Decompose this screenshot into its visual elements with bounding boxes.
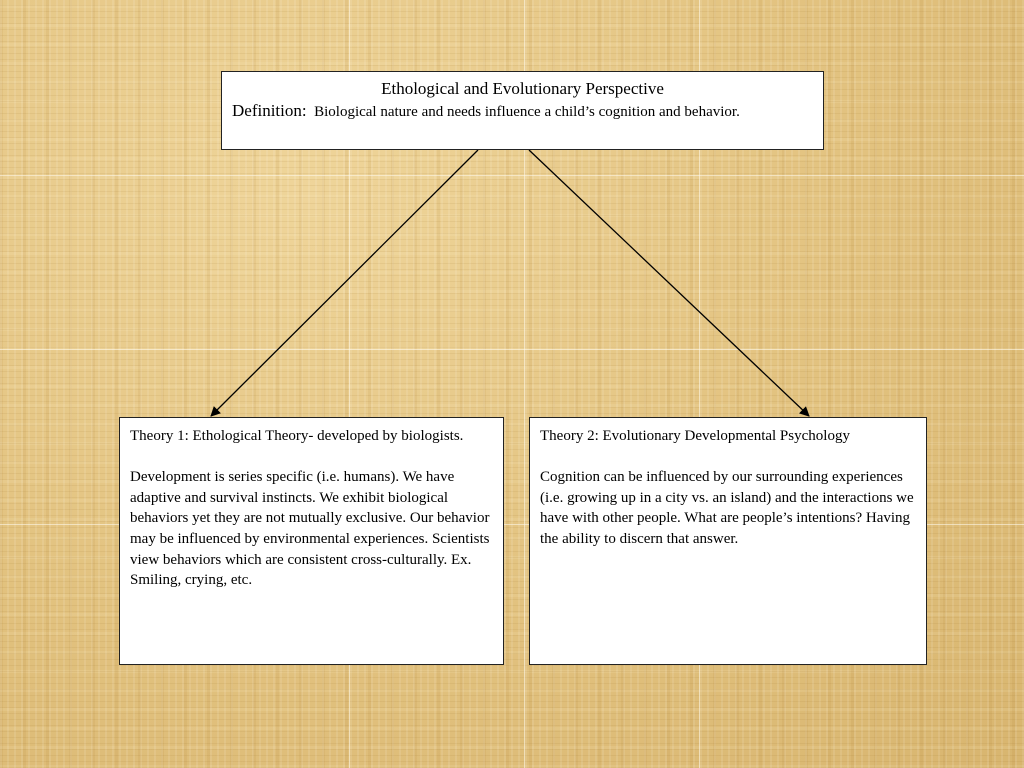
theory1-box [119, 417, 504, 665]
arrow-to-theory1 [211, 150, 478, 416]
perspective-title-box [221, 71, 824, 150]
arrow-to-theory2 [529, 150, 809, 416]
definition-text [232, 101, 813, 122]
perspective-title: Ethological and Evolutionary Perspective [381, 79, 664, 98]
theory1-heading: Theory 1: Ethological Theory- developed by biologists. [130, 428, 464, 444]
theory2-box [529, 417, 927, 665]
definition-body: Biological nature and needs influence a child’s cognition and behavior. [314, 104, 740, 120]
theory2-body: Cognition can be influenced by our surrounding experiences (i.e. growing up in a city vs. an island) and the interactions we have with other people. What are people’s intentions? Having the ability to discern that answer. [540, 469, 914, 547]
theory1-body: Development is series specific (i.e. humans). We have adaptive and survival instincts. We exhibit biological behaviors yet they are not mutually exclusive. Our behavior may be influenced by environmental experiences. Scientists view behaviors which are consistent cross-culturally. Ex. Smiling, crying, etc. [130, 469, 490, 589]
definition-label: Definition: [232, 101, 307, 120]
theory2-heading: Theory 2: Evolutionary Developmental Psychology [540, 428, 850, 444]
